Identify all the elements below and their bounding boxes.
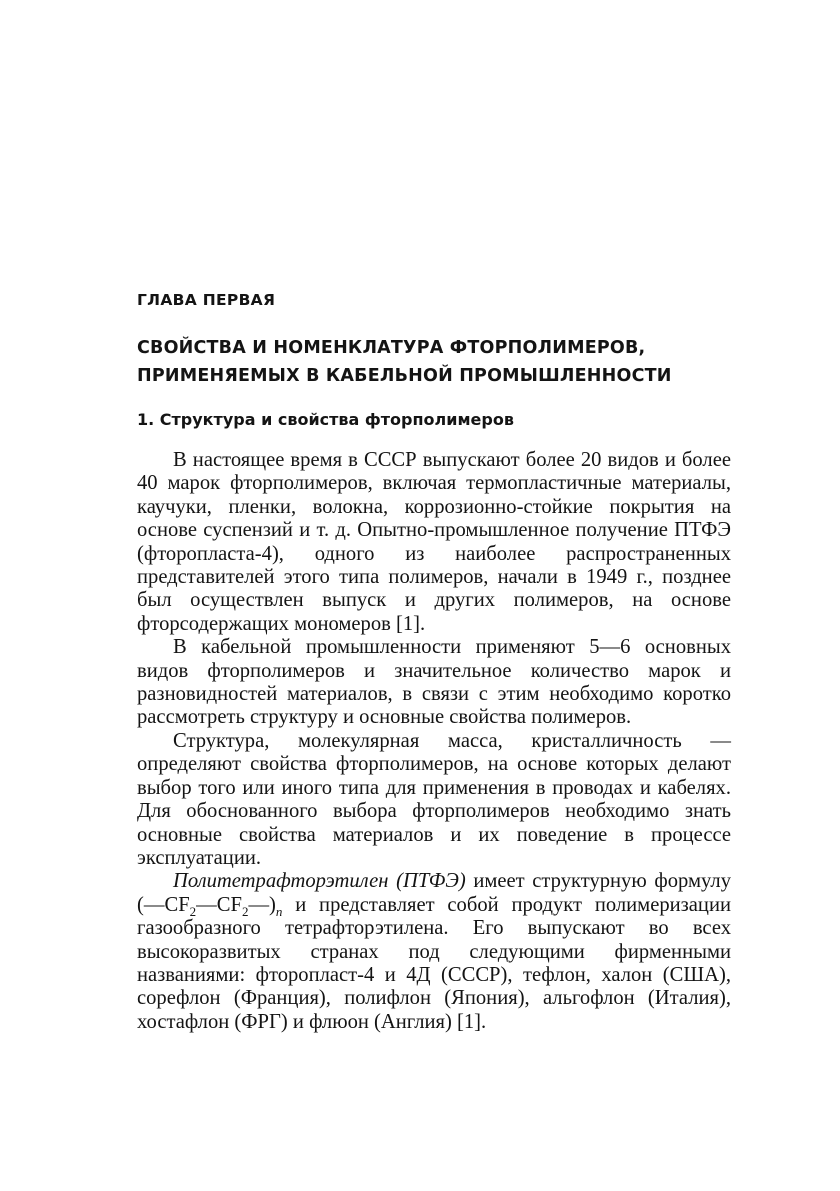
formula-sub-2: 2 <box>241 903 249 919</box>
chapter-title-line-1: СВОЙСТВА И НОМЕНКЛАТУРА ФТОРПОЛИМЕРОВ, <box>137 338 646 358</box>
formula-sub-n: n <box>275 903 283 919</box>
paragraph-4-rest: и представляет собой продукт полимеризации газообразного тетрафторэтилена. Его выпускают во всех высокоразвитых странах под следующими фирменными названиями: фторопласт-4 и 4Д (СССР), тефлон, халон (США), сорефлон (Франция), полифлон (Япония), альгофлон (Италия), хостафлон (ФРГ) и флюон (Англия) [1]. <box>137 893 731 1033</box>
term-abbr: (ПТФЭ) <box>396 870 466 893</box>
formula-part-2: —CF <box>196 893 242 916</box>
term-ptfe: Политетрафторэтилен <box>173 870 389 893</box>
paragraph-1: В настоящее время в СССР выпускают более 20 видов и более 40 марок фторполимеров, включая термопластичные материалы, каучуки, пленки, волокна, коррозионно-стойкие покрытия на основе суспензий и т. д. Опытно-промышленное получение ПТФЭ (фторопласта-4), одного из наиболее распространенных представителей этого типа полимеров, начали в 1949 г., позднее был осуществлен выпуск и других полимеров, на основе фторсодержащих мономеров [1]. <box>137 449 731 635</box>
chapter-title-line-2: ПРИМЕНЯЕМЫХ В КАБЕЛЬНОЙ ПРОМЫШЛЕННОСТИ <box>137 366 672 386</box>
formula-part-1: имеет структурную формулу (—CF <box>137 870 731 916</box>
paragraph-2: В кабельной промышленности применяют 5—6 основных видов фторполимеров и значительное количество марок и разновидностей материалов, в связи с этим необходимо коротко рассмотреть структуру и основные свойства полимеров. <box>137 636 731 729</box>
body-text <box>137 449 731 1034</box>
formula-part-3: —) <box>248 893 276 916</box>
section-heading: 1. Структура и свойства фторполимеров <box>137 410 514 429</box>
paragraph-3: Структура, молекулярная масса, кристалличность — определяют свойства фторполимеров, на основе которых делают выбор того или иного типа для применения в проводах и кабелях. Для обоснованного выбора фторполимеров необходимо знать основные свойства материалов и их поведение в процессе эксплуатации. <box>137 729 731 869</box>
paragraph-4 <box>137 870 731 1034</box>
chapter-title <box>137 334 757 390</box>
formula-sub-1: 2 <box>189 903 197 919</box>
chapter-label: ГЛАВА ПЕРВАЯ <box>137 291 276 309</box>
